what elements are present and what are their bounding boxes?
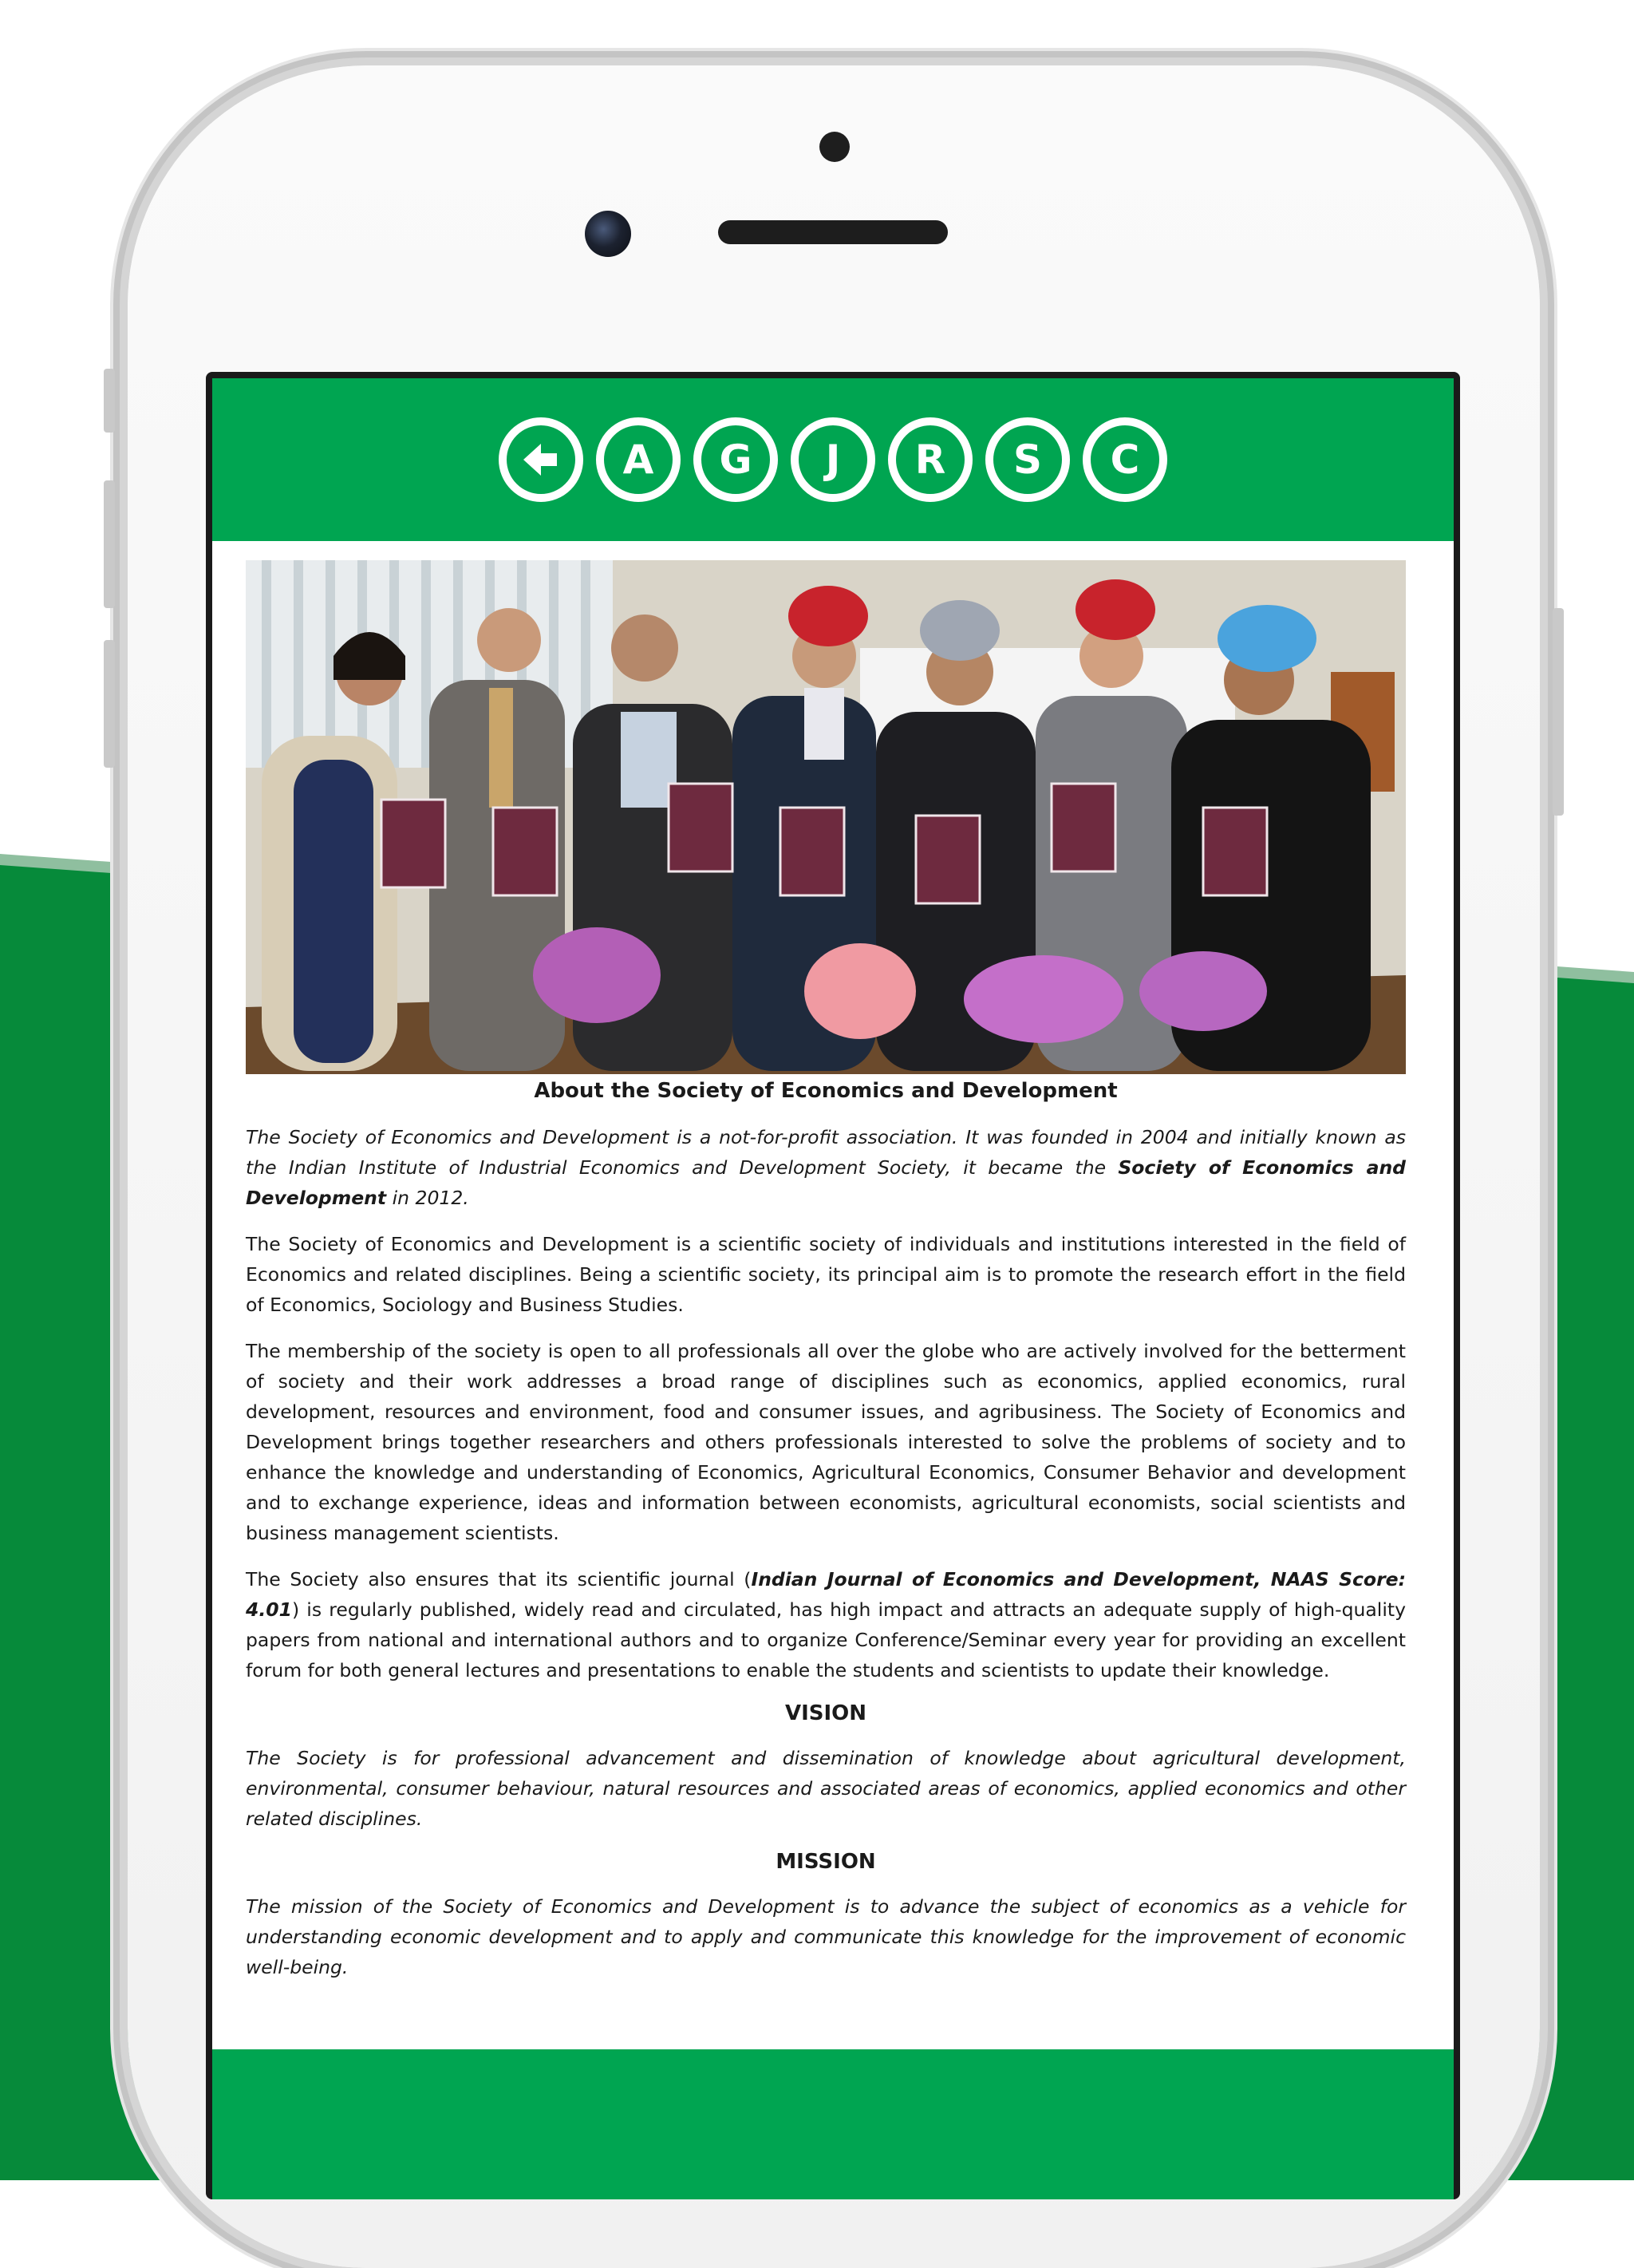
proximity-sensor [819,132,850,162]
nav-button-r[interactable] [888,417,973,502]
nav-button-j[interactable] [791,417,875,502]
about-paragraph-1-text-a: The Society of Economics and Development is a not-for-profit association. It was founded in 2004 and initially known as the Indian Institute of Industrial Economics and Development Society, it became the [246,1126,1406,1179]
volume-up-button [104,480,115,608]
mission-heading: MISSION [776,1850,876,1874]
nav-button-s[interactable] [985,417,1070,502]
about-paragraph-1-text-b: in 2012. [386,1187,469,1209]
about-paragraph-3: The membership of the society is open to all professionals all over the globe who are actively involved for the betterment of society and their work addresses a broad range of disciplines such as economics, applied economics, rural development, resources and environment, food and consumer issues, and agribusiness. The Society of Economics and Development brings together researchers and others professionals interested to solve the problems of society and to enhance the knowledge and understanding of Economics, Agricultural Economics, Consumer Behavior and development and to exchange experience, ideas and information between economists, agricultural economists, social scientists and business management scientists. [246,1340,1406,1544]
journal-name: Indian Journal of Economics and Development, NAAS Score: 4.01 [246,1568,1406,1621]
power-button [1553,608,1564,816]
about-paragraph-2: The Society of Economics and Development is a scientific society of individuals and institutions interested in the field of Economics and related disciplines. Being a scientific society, its principal aim is to promote the research effort in the field of Economics, Sociology and Business Studies. [246,1233,1406,1316]
phone-screen [206,372,1460,2199]
about-paragraph-1 [246,1122,1406,1213]
nav-button-label: J [825,437,841,483]
earpiece-speaker [718,220,948,244]
book-release-photo [246,560,1406,1074]
nav-button-a[interactable] [596,417,681,502]
app-view [212,378,1454,2199]
volume-down-button [104,640,115,768]
nav-button-label: G [719,437,752,483]
nav-button-label: A [622,437,654,483]
mute-switch [104,369,115,433]
nav-button-label: S [1012,437,1042,483]
about-paragraph-4 [246,1564,1406,1685]
top-nav-bar [212,378,1454,541]
mission-text: The mission of the Society of Economics and Development is to advance the subject of economics as a vehicle for understanding economic development and to apply and communicate this knowledge for the improvement of economic well-being. [246,1895,1406,1978]
nav-button-g[interactable] [693,417,778,502]
nav-button-c[interactable] [1083,417,1167,502]
about-content [246,560,1406,1998]
arrow-left-icon [517,436,565,484]
vision-text: The Society is for professional advancement and dissemination of knowledge about agricultural development, environmental, consumer behaviour, natural resources and associated areas of economics, applied economics and other related disciplines. [246,1747,1406,1830]
about-paragraph-4-text-b: ) is regularly published, widely read and circulated, has high impact and attracts an adequate supply of high-quality papers from national and international authors and to organize Conference/Seminar every year for providing an excellent forum for both general lectures and presentations to enable the students and scientists to update their knowledge. [246,1598,1406,1681]
about-paragraph-4-text-a: The Society also ensures that its scientific journal ( [246,1568,752,1590]
bottom-green-bar [212,2049,1454,2199]
about-paragraph-1-bold: Society of Economics and Development [246,1156,1406,1209]
nav-button-label: C [1110,437,1140,483]
front-camera [585,211,631,257]
vision-heading: VISION [784,1701,867,1725]
about-caption: About the Society of Economics and Development [534,1079,1118,1103]
nav-button-label: R [914,437,946,483]
back-button[interactable] [499,417,583,502]
